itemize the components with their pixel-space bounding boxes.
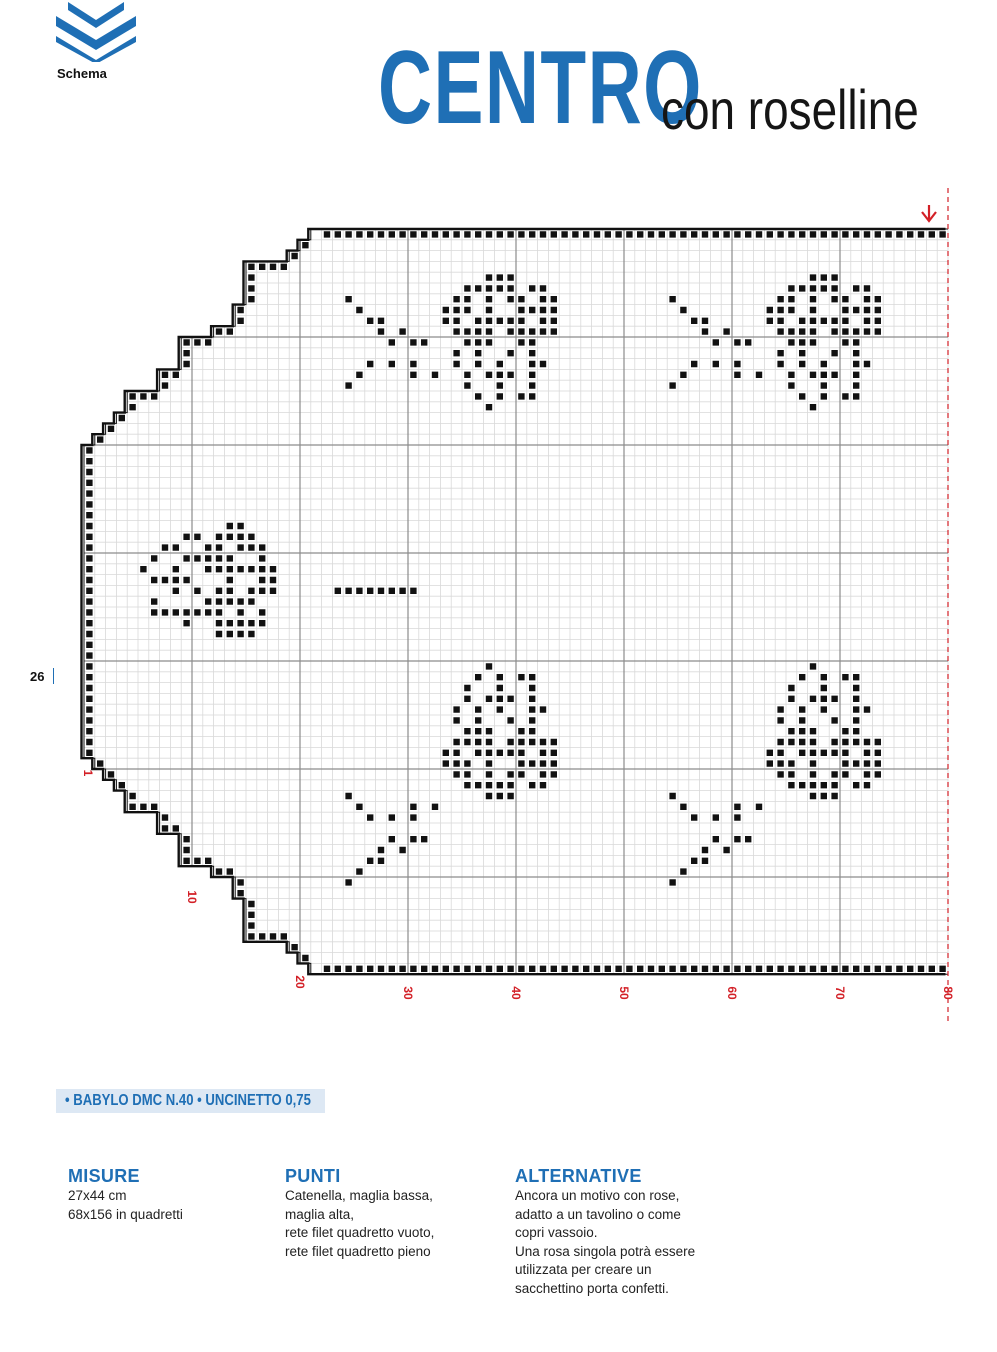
col-tick-label: 30 [401, 986, 415, 1000]
page-number: 26 [30, 669, 45, 684]
grid-row-bg [289, 251, 948, 262]
start-marker-label: 1 [81, 769, 95, 777]
grid-row-bg [160, 380, 948, 391]
alternative-line: utilizzata per creare un [515, 1262, 652, 1277]
col-tick-label: 10 [185, 890, 199, 904]
grid-row-bg [160, 812, 948, 823]
punti-line: rete filet quadretto pieno [285, 1243, 431, 1259]
col-tick-label: 50 [617, 986, 631, 1000]
col-tick-label: 20 [293, 975, 307, 989]
grid-row-bg [181, 359, 948, 370]
punti-line: maglia alta, [285, 1206, 355, 1222]
col-tick-label: 60 [725, 986, 739, 1000]
col-tick-label: 40 [509, 986, 523, 1000]
misure-section [68, 1166, 278, 1224]
alternative-line: adatto a un tavolino o come [515, 1206, 681, 1222]
col-tick-label: 80 [941, 986, 955, 1000]
alternative-line: Ancora un motivo con rose, [515, 1188, 680, 1203]
grid-row-bg [95, 434, 948, 445]
section-label: Schema [57, 66, 107, 81]
alternative-line: copri vassoio. [515, 1225, 598, 1240]
grid-row-bg [246, 931, 948, 942]
alternative-heading: ALTERNATIVE [515, 1166, 642, 1186]
alternative-line: sacchettino porta confetti. [515, 1280, 669, 1296]
alternative-line: Una rosa singola potrà essere [515, 1243, 696, 1259]
materials-strip [56, 1089, 325, 1113]
grid-row-bg [181, 845, 948, 856]
grid-row-bg [289, 942, 948, 953]
page-title: CENTRO [378, 30, 703, 146]
grid-row-bg [246, 283, 948, 294]
grid-row-bg [246, 899, 948, 910]
misure-line: 68x156 in quadretti [68, 1206, 183, 1222]
alternative-section [515, 1166, 755, 1298]
grid-row-bg [160, 369, 948, 380]
grid-row-bg [246, 909, 948, 920]
page-subtitle: con roselline [661, 78, 919, 141]
misure-heading: MISURE [68, 1166, 140, 1186]
grid-row-bg [181, 337, 948, 348]
grid-row-bg [181, 834, 948, 845]
punti-line: Catenella, maglia bassa, [285, 1188, 433, 1203]
misure-line: 27x44 cm [68, 1188, 127, 1203]
grid-row-bg [246, 272, 948, 283]
grid-row-bg [246, 261, 948, 272]
col-tick-label: 70 [833, 986, 847, 1000]
grid-row-bg [181, 855, 948, 866]
materials-text: • BABYLO DMC N.40 • UNCINETTO 0,75 [65, 1092, 311, 1109]
grid-row-bg [246, 920, 948, 931]
punti-heading: PUNTI [285, 1166, 341, 1186]
grid-row-bg [160, 823, 948, 834]
start-arrow-icon [922, 205, 936, 221]
grid-row-bg [116, 413, 948, 424]
punti-section [285, 1166, 495, 1261]
punti-line: rete filet quadretto vuoto, [285, 1225, 435, 1240]
